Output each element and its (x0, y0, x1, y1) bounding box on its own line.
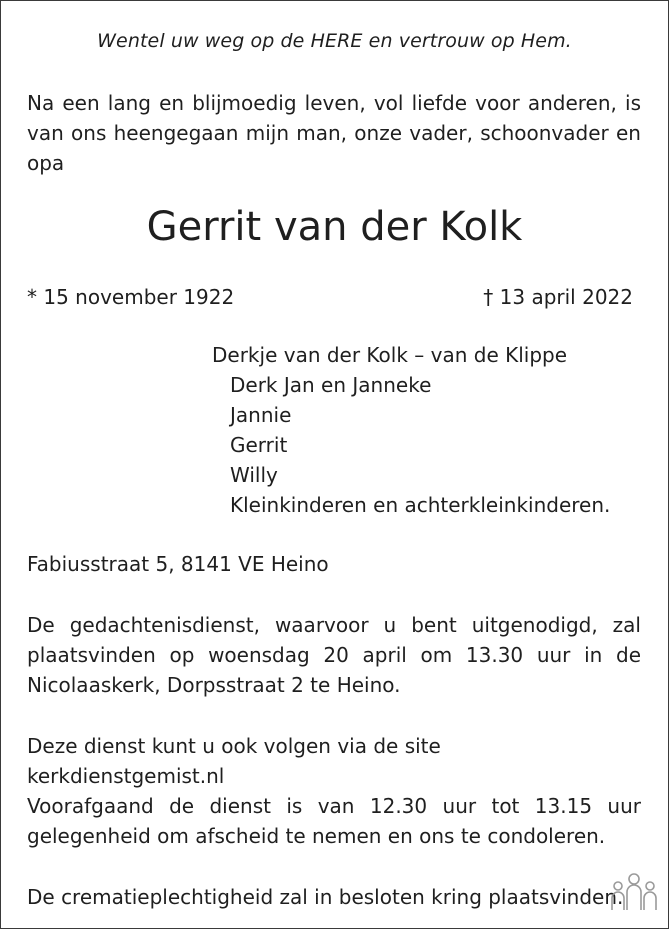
birth-date: * 15 november 1922 (27, 285, 235, 309)
deceased-name: Gerrit van der Kolk (146, 204, 523, 250)
cremation-text: De crematieplechtigheid zal in besloten kring plaatsvinden. (27, 885, 624, 909)
farewell-text: Voorafgaand de dienst is van 12.30 uur tot 13.15 uur gelegenheid om afscheid te nemen en ons te condoleren. (27, 794, 641, 848)
family-icon (608, 870, 660, 915)
death-date: † 13 april 2022 (483, 285, 633, 309)
family-member: Willy (230, 463, 278, 487)
family-list (212, 340, 610, 520)
family-member: Derk Jan en Janneke (230, 373, 432, 397)
motto: Wentel uw weg op de HERE en vertrouw op Hem. (97, 30, 572, 52)
stream-text: Deze dienst kunt u ook volgen via de site kerkdienstgemist.nl (27, 734, 441, 788)
family-member: Jannie (230, 403, 292, 427)
service-text: De gedachtenisdienst, waarvoor u bent uitgenodigd, zal plaatsvinden op woensdag 20 april om 13.30 uur in de Nicolaaskerk, Dorpsstraat 2 te Heino. (27, 613, 641, 697)
address: Fabiusstraat 5, 8141 VE Heino (27, 552, 329, 576)
family-member: Gerrit (230, 433, 288, 457)
family-member: Kleinkinderen en achterkleinkinderen. (230, 493, 611, 517)
intro-text: Na een lang en blijmoedig leven, vol liefde voor anderen, is van ons heengegaan mijn man, onze vader, schoonvader en opa (27, 91, 641, 175)
spouse-name: Derkje van der Kolk – van de Klippe (212, 343, 568, 367)
